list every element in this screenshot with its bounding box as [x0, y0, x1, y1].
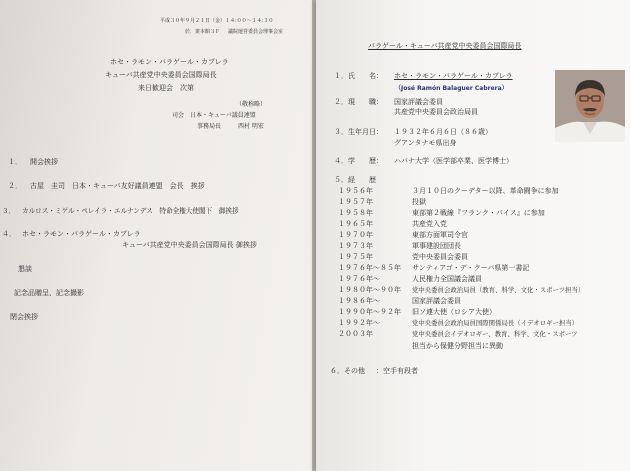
career-desc: 党中央委員会政治局員（教育、科学、文化・スポーツ担当）	[412, 286, 585, 294]
program-item-text: 懇談	[18, 265, 32, 273]
moderator-title: 事務局長	[197, 123, 222, 130]
career-desc: 共産党入党	[412, 220, 447, 228]
position-label: ２．現 職：	[334, 98, 383, 106]
career-desc: ３月１０日のクーデター以降、革命闘争に参加	[412, 187, 559, 195]
career-year: １９７６年～８５年	[338, 264, 401, 272]
name-roman: （José Ramón Balaguer Cabrera）	[395, 85, 508, 92]
other-value: ：空手有段者	[376, 367, 418, 375]
education-value: ハバナ大学（医学部卒業、医学博士）	[394, 157, 513, 165]
program-title-event: 来日歓迎会 次第	[138, 84, 194, 92]
program-item-text: 記念品贈呈、記念撮影	[14, 289, 84, 297]
program-item-text: 開会挨拶	[30, 158, 58, 166]
birth-place: グアンタナモ県出身	[394, 139, 457, 147]
program-item-number: ４．	[2, 230, 16, 238]
career-year: １９７６年～	[338, 275, 380, 283]
career-year: １９６５年	[338, 220, 373, 228]
career-desc: 東部方面軍司令官	[412, 231, 468, 239]
career-desc: 軍事建設団団長	[412, 242, 461, 250]
program-item-number: １．	[8, 158, 22, 166]
career-desc: 人民権力全国議会議員	[412, 275, 482, 283]
career-year: １９５６年	[338, 187, 373, 195]
career-desc: 投獄	[412, 198, 426, 206]
career-year: １９９０年～９２年	[338, 308, 401, 316]
portrait-photo-image	[555, 70, 625, 142]
honorific-note: （敬称略）	[236, 101, 267, 108]
career-year: １９７０年	[338, 231, 373, 239]
program-title-position: キューバ共産党中央委員会国際局長	[105, 71, 217, 79]
profile-title: バラゲール・キューバ共産党中央委員会国際局長	[368, 42, 522, 50]
moderator-role: 司会 日本・キューバ議員連盟	[172, 112, 256, 119]
venue-room: 於．衆本館３Ｆ	[185, 29, 221, 35]
moderator-name: 西村 明宏	[238, 123, 264, 130]
career-desc-continued: 担当から保健分野担当に異動	[412, 342, 503, 350]
program-item-text-continued: キューバ共産党中央委員会国際局長 御挨拶	[122, 241, 257, 249]
career-year: １９８６年～	[338, 297, 380, 305]
event-date: 平成３０年９月２１日（金）１４:００～１４:３０	[160, 18, 274, 24]
career-desc: 東部第２戦線『フランク・パイス』に参加	[412, 209, 545, 217]
career-desc: サンティアゴ・デ・クーバ県第一書記	[412, 264, 530, 272]
program-sheet	[0, 0, 312, 471]
profile-sheet	[316, 0, 630, 471]
other-label: ６．その他	[330, 367, 365, 375]
birth-value: １９３２年６月６日（８６歳）	[394, 128, 492, 136]
position-value-1: 国家評議会委員	[394, 98, 443, 106]
career-year: １９７３年	[338, 242, 373, 250]
career-year: １９７５年	[338, 253, 373, 261]
program-item-text: ホセ・ラモン・バラゲール・カブレラ	[22, 230, 141, 238]
career-year: １９８０年～９０年	[338, 286, 401, 294]
career-desc: 党中央委員会政治局員国際関係局長（イデオロギー担当）	[412, 319, 579, 327]
program-item-number: ２．	[8, 182, 22, 190]
birth-label: ３．生年月日：	[334, 128, 383, 136]
education-label: ４．学 歴：	[334, 157, 383, 165]
career-year: １９９２年～	[338, 319, 380, 327]
career-desc: 国家評議会委員	[412, 297, 461, 305]
career-year: １９５７年	[338, 198, 373, 206]
name-label: １．氏 名：	[334, 72, 383, 80]
name-value: ホセ・ラモン・バラゲール・カブレラ	[394, 72, 513, 80]
position-value-2: 共産党中央委員会政治局員	[394, 108, 478, 116]
program-title-name: ホセ・ラモン・バラゲール・カブレラ	[110, 58, 229, 66]
program-item-text: 閉会挨拶	[10, 313, 38, 321]
portrait-photo	[555, 70, 625, 142]
career-desc: 旧ソ連大使（ロシア大使）	[412, 308, 496, 316]
career-year: ２００３年	[338, 330, 373, 338]
program-item-number: ３．	[2, 207, 16, 215]
career-desc: 党中央委員会委員	[412, 253, 468, 261]
career-label: ５．経 歴	[334, 176, 376, 184]
career-year: １９５８年	[338, 209, 373, 217]
career-desc: 党中央委員会イデオロギー、教育、科学、文化・スポーツ	[412, 330, 578, 338]
program-item-text: カルロス・ミゲル・ペレイラ・エルナンデス 特命全権大使閣下 御挨拶	[22, 207, 239, 215]
venue-hall: 議院運営委員会理事会室	[228, 29, 284, 35]
program-item-text: 古屋 圭司 日本・キューバ友好議員連盟 会長 挨拶	[30, 182, 205, 190]
